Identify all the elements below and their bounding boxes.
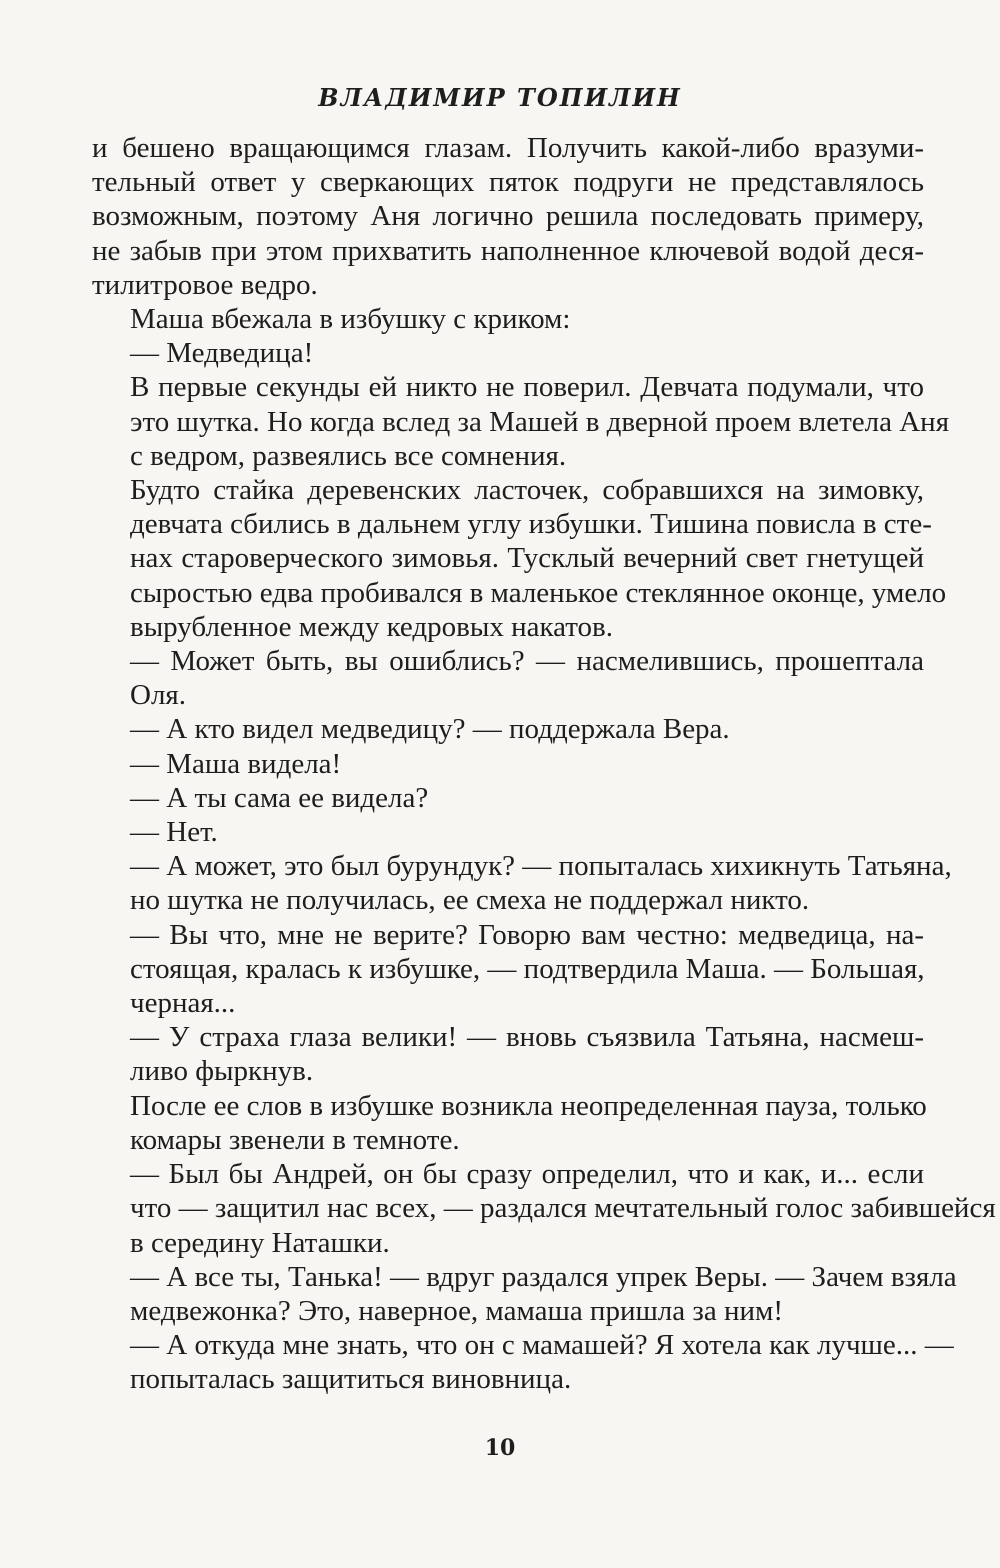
text-line: стоящая, кралась к избушке, — подтвердила Маша. — Большая,: [130, 952, 925, 985]
text-line: — Может быть, вы ошиблись? — насмелившись, прошептала: [130, 645, 924, 678]
text-line: не забыв при этом прихватить наполненное ключевой водой деся-: [92, 234, 924, 267]
paragraph: [92, 1260, 957, 1328]
text-line: — А все ты, Танька! — вдруг раздался упрек Веры. — Зачем взяла: [130, 1260, 957, 1293]
text-line: возможным, поэтому Аня логично решила последовать примеру,: [92, 200, 924, 233]
text-line: Оля.: [130, 679, 187, 712]
paragraph: [92, 1020, 924, 1088]
text-line: тилитровое ведро.: [92, 268, 318, 301]
paragraph: [92, 747, 924, 781]
text-line: нах староверческого зимовья. Тусклый вечерний свет гнетущей: [130, 542, 924, 575]
text-line: — У страха глаза велики! — вновь съязвила Татьяна, насмеш-: [130, 1021, 924, 1054]
text-line: — Вы что, мне не верите? Говорю вам честно: медведица, на-: [130, 918, 924, 951]
paragraph: [92, 712, 924, 746]
text-line: — Медведица!: [130, 337, 314, 370]
text-line: в середину Наташки.: [130, 1226, 390, 1259]
text-line: — А ты сама ее видела?: [130, 781, 429, 814]
text-line: — А кто видел медведицу? — поддержала Вера.: [130, 713, 730, 746]
text-line: вырубленное между кедровых накатов.: [130, 610, 614, 643]
text-line: комары звенели в темноте.: [130, 1123, 460, 1156]
page-number: 10: [484, 1435, 516, 1461]
text-line: В первые секунды ей никто не поверил. Девчата подумали, что: [130, 371, 924, 404]
body-text: [92, 131, 996, 1397]
paragraph: [92, 1089, 927, 1157]
paragraph: [92, 473, 947, 644]
text-line: но шутка не получилась, ее смеха не поддержал никто.: [130, 884, 810, 917]
paragraph: [92, 1157, 996, 1260]
text-line: — Маша видела!: [130, 747, 342, 780]
text-line: — А может, это был бурундук? — попыталась хихикнуть Татьяна,: [130, 850, 952, 883]
text-line: Будто стайка деревенских ласточек, собравшихся на зимовку,: [130, 474, 924, 507]
text-line: с ведром, развеялись все сомнения.: [130, 439, 567, 472]
paragraph: [92, 302, 924, 336]
text-line: сыростью едва пробивался в маленькое стеклянное оконце, умело: [130, 576, 947, 609]
paragraph: [92, 131, 924, 302]
running-head: ВЛАДИМИР ТОПИЛИН: [318, 83, 682, 112]
text-line: После ее слов в избушке возникла неопределенная пауза, только: [130, 1089, 927, 1122]
paragraph: [92, 849, 952, 917]
text-line: — А откуда мне знать, что он с мамашей? Я хотела как лучше... —: [130, 1329, 954, 1362]
text-line: это шутка. Но когда вслед за Машей в дверной проем влетела Аня: [130, 405, 950, 438]
text-line: и бешено вращающимся глазам. Получить какой-либо вразуми-: [92, 132, 924, 164]
text-line: Маша вбежала в избушку с криком:: [130, 303, 571, 336]
text-line: что — защитил нас всех, — раздался мечтательный голос забившейся: [130, 1192, 996, 1225]
paragraph: [92, 370, 950, 473]
paragraph: [92, 918, 924, 1021]
text-line: девчата сбились в дальнем углу избушки. Тишина повисла в сте-: [130, 508, 932, 541]
paragraph: [92, 815, 924, 849]
text-line: черная...: [130, 987, 236, 1020]
text-line: попыталась защититься виновница.: [130, 1363, 572, 1396]
text-line: — Нет.: [130, 816, 218, 849]
text-line: тельный ответ у сверкающих пяток подруги не представлялось: [92, 166, 924, 199]
paragraph: [92, 336, 924, 370]
text-line: медвежонка? Это, наверное, мамаша пришла за ним!: [130, 1294, 784, 1327]
paragraph: [92, 1328, 954, 1396]
paragraph: [92, 781, 924, 815]
text-line: — Был бы Андрей, он бы сразу определил, что и как, и... если: [130, 1158, 924, 1191]
paragraph: [92, 644, 924, 712]
text-line: ливо фыркнув.: [130, 1055, 314, 1088]
